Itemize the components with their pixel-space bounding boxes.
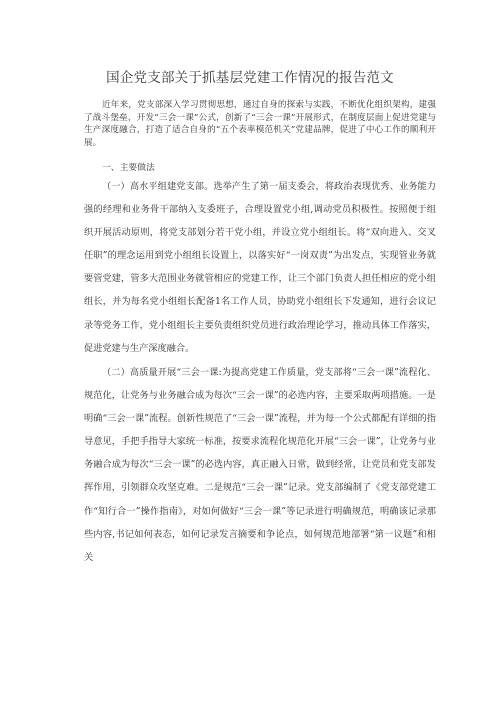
body-paragraph-1: （一）高水平组建党支部。选举产生了第一届支委会，将政治表现优秀、业务能力强的经理和业务骨干部纳入支委班子，合理设置党小组,调动党员积极性。按照便于组织开展活动原则，将党支部划分若干党小组，并设立党小组组长。将“双向进入、交叉任职”的理念运用到党小组组长设置上，以落实好“一岗双责”为出发点，实现管业务就要管党建，管多大范围业务就管相应的党建工作，让三个部门负责人担任相应的党小组组长，并为每名党小组组长配备1名工作人员，协助党小组组长下发通知，进行会议记录等党务工作，党小组组长主要负责组织党员进行政治理论学习，推动具体工作落实，促进党建与生产深度融合。: [84, 181, 436, 354]
body-paragraph-2: （二）高质量开展“三会一课:为提高党建工作质量，党支部将“三会一课”流程化、规范化，让党务与业务融合成为每次“三会一课”的必选内容，主要采取两项措施。一是明确“三会一课”流程。创新性规范了“三会一课”流程，并为每一个公式都配有详细的指导意见，手把手指导大家统一标准，按要求流程化规范化开展“三会一课”，让党务与业务融合成为每次“三会一课”的必选内容，真正融入日常，做到经常，让党员和党支部发挥作用，引领群众攻坚克难。二是规范“三会一课”记录。党支部编制了《党支部党建工作“知行合一”操作指南》，对如何做好“三会一课”等记录进行明确规范，明确该记录那些内容,书记如何表态，如何记录发言摘要和争论点，如何规范地部署“第一议题”和相关: [84, 367, 436, 563]
intro-paragraph: 近年来，党支部深入学习贯彻思想，通过自身的探索与实践，不断优化组织架构，建强了战斗堡垒，开发“三会一课”公式，创新了“三会一课”开展形式，在制度层面上促进党建与生产深度融合，打造了适合自身的“五个表率模范机关”党建品牌，促进了中心工作的顺利开展。: [84, 100, 436, 148]
document-title: 国企党支部关于抓基层党建工作情况的报告范文: [106, 70, 394, 86]
section-heading: 一、主要做法: [102, 163, 155, 173]
